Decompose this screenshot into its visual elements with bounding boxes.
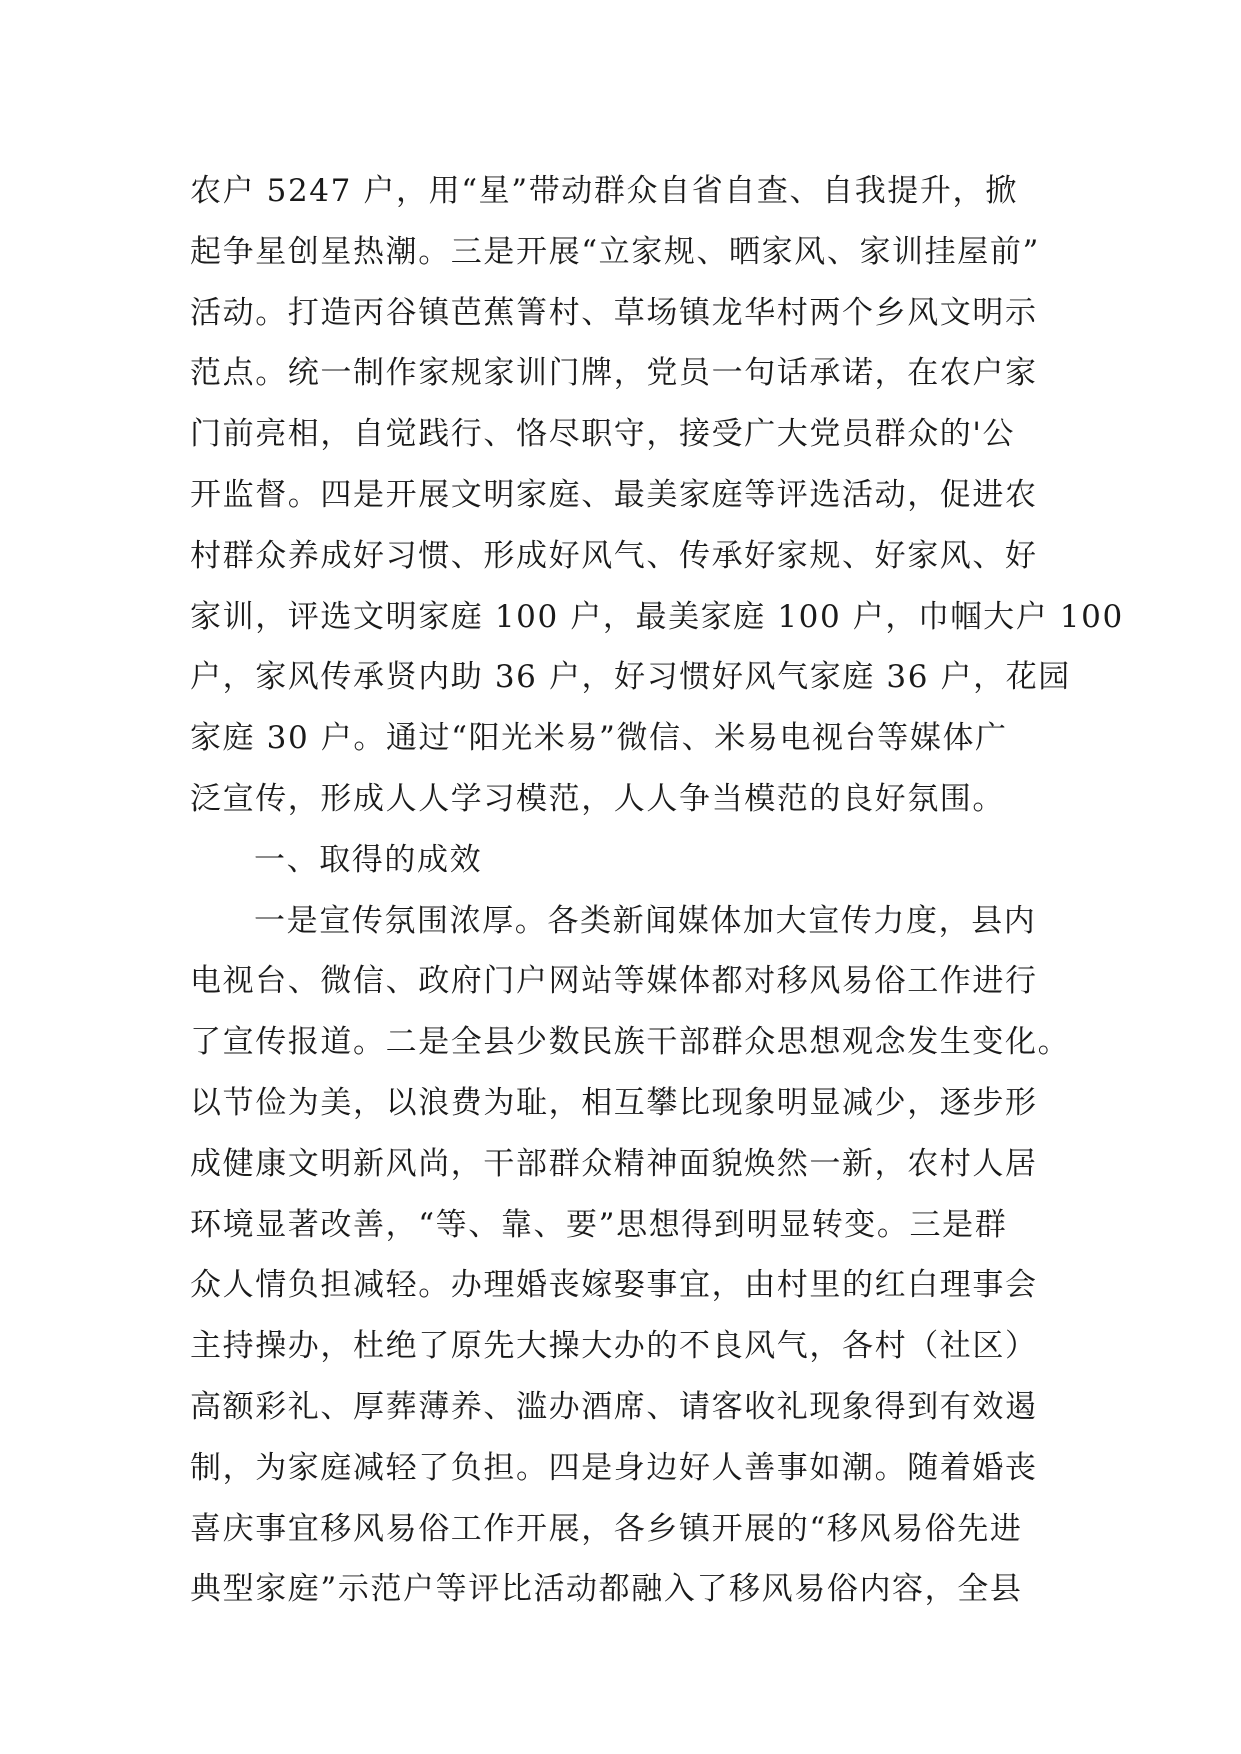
text-line: 泛宣传，形成人人学习模范，人人争当模范的良好氛围。 xyxy=(190,780,1005,817)
body-text xyxy=(190,161,1124,1620)
text-line: 成健康文明新风尚，干部群众精神面貌焕然一新，农村人居 xyxy=(190,1145,1038,1182)
section-heading: 一、取得的成效 xyxy=(254,841,483,878)
text-line: 了宣传报道。二是全县少数民族干部群众思想观念发生变化。 xyxy=(190,1024,1071,1061)
text-line: 范点。统一制作家规家训门牌，党员一句话承诺，在农户家 xyxy=(190,355,1038,392)
text-line: 以节俭为美，以浪费为耻，相互攀比现象明显减少，逐步形 xyxy=(190,1084,1038,1121)
text-line: 门前亮相，自觉践行、恪尽职守，接受广大党员群众的'公 xyxy=(190,416,1016,453)
text-line: 农户 5247 户，用“星”带动群众自省自查、自我提升，掀 xyxy=(190,173,1018,209)
text-line: 喜庆事宜移风易俗工作开展，各乡镇开展的“移风易俗先进 xyxy=(190,1510,1023,1547)
text-line: 制，为家庭减轻了负担。四是身边好人善事如潮。随着婚丧 xyxy=(190,1449,1038,1486)
text-line: 活动。打造丙谷镇芭蕉箐村、草场镇龙华村两个乡风文明示 xyxy=(190,294,1038,331)
text-line: 电视台、微信、政府门户网站等媒体都对移风易俗工作进行 xyxy=(190,963,1038,1000)
text-line: 起争星创星热潮。三是开展“立家规、晒家风、家训挂屋前” xyxy=(190,233,1040,270)
text-line: 村群众养成好习惯、形成好风气、传承好家规、好家风、好 xyxy=(190,537,1038,574)
text-line: 户，家风传承贤内助 36 户，好习惯好风气家庭 36 户，花园 xyxy=(190,659,1071,696)
text-line: 众人情负担减轻。办理婚丧嫁娶事宜，由村里的红白理事会 xyxy=(190,1267,1038,1304)
text-line: 家训，评选文明家庭 100 户，最美家庭 100 户，巾帼大户 100 xyxy=(190,598,1124,635)
text-line: 高额彩礼、厚葬薄养、滥办酒席、请客收礼现象得到有效遏 xyxy=(190,1388,1038,1425)
text-line: 主持操办，杜绝了原先大操大办的不良风气，各村（社区） xyxy=(190,1328,1038,1365)
paragraph-first-line: 一是宣传氛围浓厚。各类新闻媒体加大宣传力度，县内 xyxy=(254,902,1037,939)
text-line: 开监督。四是开展文明家庭、最美家庭等评选活动，促进农 xyxy=(190,476,1038,513)
text-line: 环境显著改善，“等、靠、要”思想得到明显转变。三是群 xyxy=(190,1206,1008,1243)
text-line: 家庭 30 户。通过“阳光米易”微信、米易电视台等媒体广 xyxy=(190,720,1008,757)
text-line: 典型家庭”示范户等评比活动都融入了移风易俗内容，全县 xyxy=(190,1571,1023,1608)
